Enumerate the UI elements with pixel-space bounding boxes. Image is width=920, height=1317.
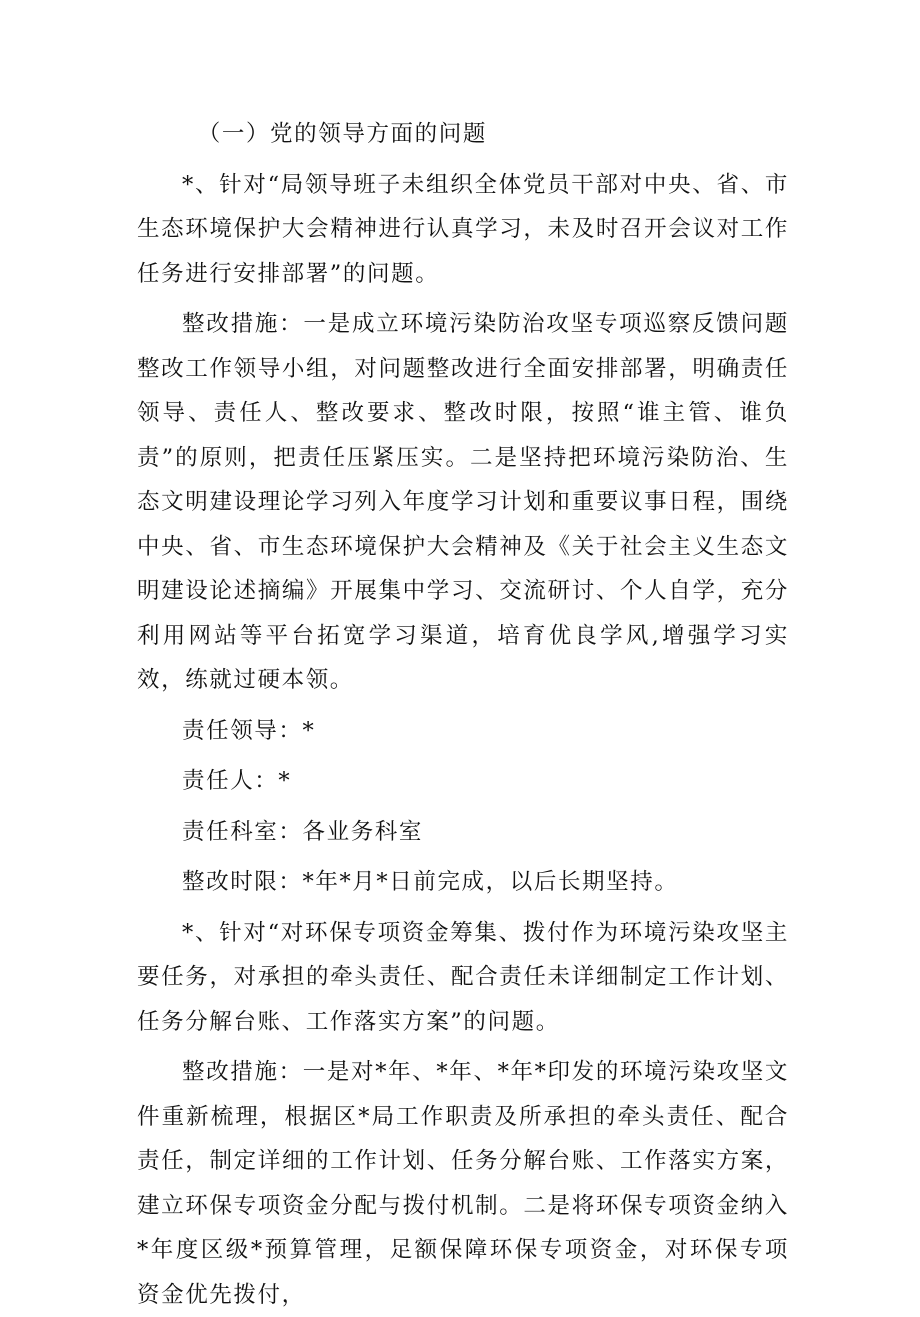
document-body bbox=[137, 112, 789, 1317]
item1-responsible-person: 责任人：* bbox=[182, 768, 292, 794]
item1-measures: 整改措施：一是成立环境污染防治攻坚专项巡察反馈问题整改工作领导小组，对问题整改进行全面安排部署，明确责任领导、责任人、整改要求、整改时限，按照“谁主管、谁负责”的原则，把责任压紧压实。二是坚持把环境污染防治、生态文明建设理论学习列入年度学习计划和重要议事日程，围绕中央、省、市生态环境保护大会精神及《关于社会主义生态文明建设论述摘编》开展集中学习、交流研讨、个人自学，充分利用网站等平台拓宽学习渠道，培育优良学风,增强学习实效，练就过硬本领。 bbox=[137, 311, 789, 693]
item1-responsible-office: 责任科室：各业务科室 bbox=[182, 818, 424, 845]
item2-measures: 整改措施：一是对*年、*年、*年*印发的环境污染攻坚文件重新梳理，根据区*局工作职责及所承担的牵头责任、配合责任，制定详细的工作计划、任务分解台账、工作落实方案，建立环保专项资金分配与拨付机制。二是将环保专项资金纳入*年度区级*预算管理，足额保障环保专项资金，对环保专项资金优先拨付， bbox=[137, 1059, 789, 1308]
item2-issue: *、针对“对环保专项资金筹集、拨付作为环境污染攻坚主要任务，对承担的牵头责任、配合责任未详细制定工作计划、任务分解台账、工作落实方案”的问题。 bbox=[137, 919, 789, 1035]
item1-issue: *、针对“局领导班子未组织全体党员干部对中央、省、市生态环境保护大会精神进行认真学习，未及时召开会议对工作任务进行安排部署”的问题。 bbox=[137, 171, 789, 287]
item1-deadline: 整改时限：*年*月*日前完成，以后长期坚持。 bbox=[182, 869, 679, 895]
section-heading: （一）党的领导方面的问题 bbox=[197, 121, 487, 147]
item1-responsible-leader: 责任领导：* bbox=[182, 717, 316, 744]
